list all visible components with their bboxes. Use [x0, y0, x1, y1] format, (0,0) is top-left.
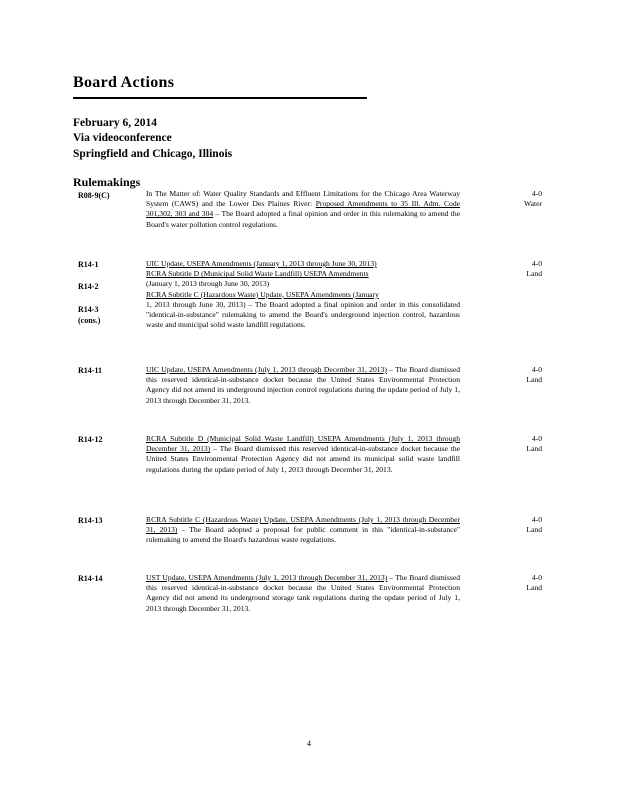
vote-result: 4-0 — [531, 189, 542, 198]
docket-number: R08-9(C) — [78, 191, 110, 200]
description-underlined-title: RCRA Subtitle C (Hazardous Waste) Update, USEPA Amendments (January — [146, 289, 379, 299]
action-category: Land — [526, 583, 542, 592]
page-title: Board Actions — [73, 74, 175, 91]
docket-number: R14-2 — [78, 282, 99, 291]
vote-result: 4-0 — [531, 259, 542, 268]
docket-number: R14-11 — [78, 366, 102, 375]
description-text: – The Board adopted a proposal for public comment in this "identical-in-substance" rulemaking to amend the Board's hazardous waste regulations. — [146, 525, 461, 545]
vote-result: 4-0 — [531, 434, 542, 443]
description-underlined-title: UST Update, USEPA Amendments (July 1, 2013 through December 31, 2013) — [146, 573, 388, 582]
section-heading: Rulemakings — [73, 175, 141, 189]
vote-result: 4-0 — [531, 573, 542, 582]
description-text: – The Board adopted a final opinion and order in this consolidated "identical-in-substance" rulemaking to amend the Board's underground injection control, hazardous waste and municipal solid waste landfill regulations. — [146, 299, 460, 330]
description-underlined-title: RCRA Subtitle D (Municipal Solid Waste Landfill) USEPA Amendments (July 1, 2013 through December 31, 2013) — [146, 434, 460, 454]
vote-result: 4-0 — [531, 515, 542, 524]
action-category: Land — [526, 525, 542, 534]
docket-number: R14-3 — [78, 305, 99, 314]
meeting-via: Via videoconference — [73, 132, 172, 144]
description-underlined-title: RCRA Subtitle C (Hazardous Waste) Update, USEPA Amendments (July 1, 2013 through December 31, 2013) — [146, 515, 460, 535]
vote-result: 4-0 — [531, 365, 542, 374]
action-description — [146, 515, 460, 546]
docket-number: R14-1 — [78, 260, 99, 269]
action-category: Land — [526, 269, 542, 278]
meeting-place: Springfield and Chicago, Illinois — [73, 148, 233, 160]
description-underlined-title: Proposed Amendments to 35 Ill. Adm. Code 301,302, 303 and 304 — [146, 199, 460, 219]
action-description — [146, 573, 460, 614]
description-text: – The Board adopted a final opinion and order in this rulemaking to amend the Board's water pollution control regulations. — [146, 209, 460, 229]
action-category: Land — [526, 375, 542, 384]
action-category: Water — [524, 199, 542, 208]
description-text: (January 1, 2013 through June 30, 2013) — [146, 279, 270, 289]
action-description — [146, 189, 460, 230]
action-description — [146, 434, 460, 475]
docket-number: R14-12 — [78, 435, 103, 444]
description-underlined-title: UIC Update, USEPA Amendments (January 1, 2013 through June 30, 2013) — [146, 259, 377, 268]
description-text: – The Board dismissed this reserved identical-in-substance docket because the United States Environmental Protection Agency did not amend its underground injection control regulations during the update period of July 1, 2013 through December 31, 2013. — [146, 365, 460, 405]
description-text: 1, 2013 through June 30, 2013) — [146, 299, 246, 309]
description-text: – The Board dismissed this reserved identical-in-substance docket because the United States Environmental Protection Agency did not amend its municipal solid waste landfill regulations during the update period of July 1, 2013 through December 31, 2013. — [146, 444, 460, 474]
description-text: – The Board dismissed this reserved identical-in-substance docket because the United States Environmental Protection Agency did not amend its underground storage tank regulations during the update period of July 1, 2013 through December 31, 2013. — [146, 573, 460, 613]
action-description — [146, 365, 460, 406]
docket-number-note: (cons.) — [78, 316, 101, 325]
page-number: 4 — [307, 739, 311, 748]
meeting-date: February 6, 2014 — [73, 117, 158, 129]
action-description — [146, 259, 460, 330]
title-underline — [73, 97, 367, 99]
description-underlined-title: UIC Update, USEPA Amendments (July 1, 2013 through December 31, 2013) — [146, 365, 387, 374]
description-text: In The Matter of: Water Quality Standards and Effluent Limitations for the Chicago Area Waterway System (CAWS) and the Lower Des Plaines River: — [146, 189, 460, 209]
docket-number: R14-13 — [78, 516, 103, 525]
docket-number: R14-14 — [78, 574, 103, 583]
description-underlined-title: RCRA Subtitle D (Municipal Solid Waste Landfill) USEPA Amendments — [146, 269, 369, 279]
action-category: Land — [526, 444, 542, 453]
